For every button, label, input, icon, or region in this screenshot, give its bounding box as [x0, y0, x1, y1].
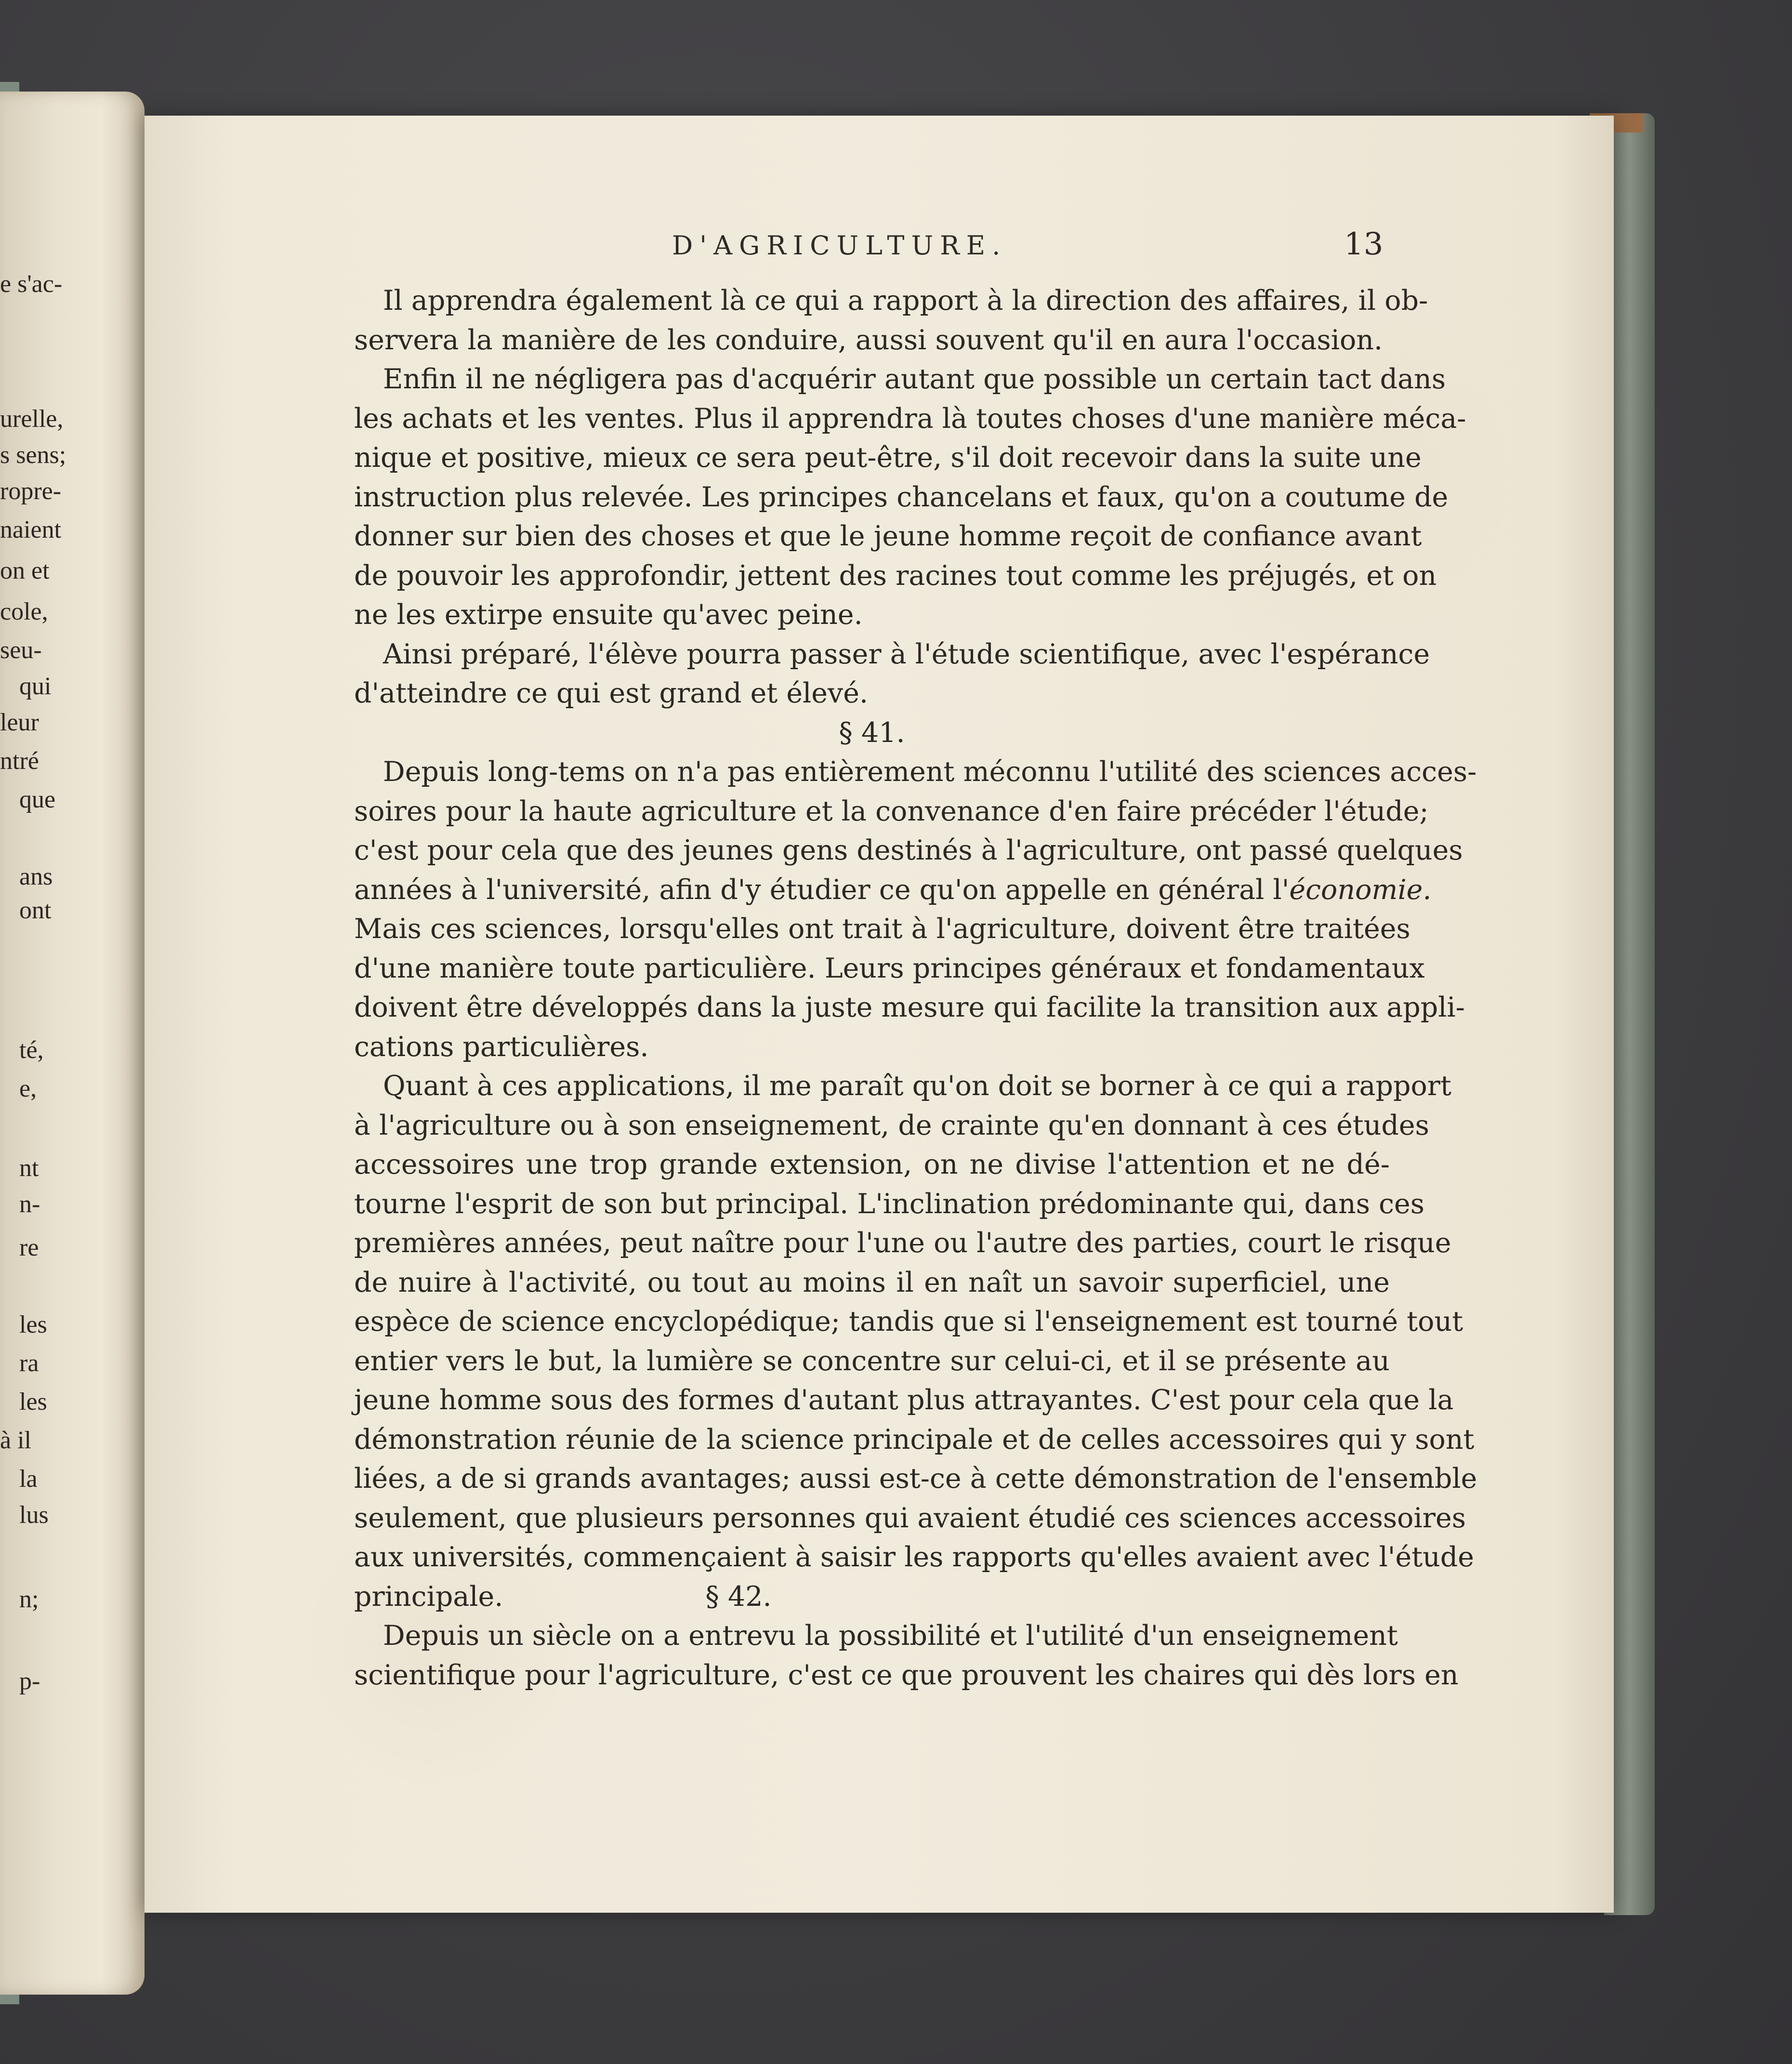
text-line: instruction plus relevée. Les principes chancelans et faux, qu'on a coutume de	[354, 481, 1449, 513]
text-line: ne les extirpe ensuite qu'avec peine.	[354, 599, 863, 631]
left-page-fragment: urelle,	[0, 405, 64, 433]
text-line: servera la manière de les conduire, aussi souvent qu'il en aura l'occasion.	[354, 324, 1383, 356]
body-text	[354, 281, 1477, 1695]
text-line: d'atteindre ce qui est grand et élevé.	[354, 677, 869, 709]
left-page-fragment: leur	[0, 709, 39, 736]
left-page-fragment: n;	[19, 1586, 39, 1613]
left-page-fragment: à il	[0, 1427, 31, 1454]
left-page-fragment: on et	[0, 557, 50, 584]
text-line: Depuis un siècle on a entrevu la possibilité et l'utilité d'un enseignement	[383, 1620, 1398, 1652]
text-line: Ainsi préparé, l'élève pourra passer à l'étude scientifique, avec l'espérance	[383, 638, 1430, 670]
text-line: Enfin il ne négligera pas d'acquérir autant que possible un certain tact dans	[383, 363, 1446, 395]
left-page-fragment: ntré	[0, 747, 39, 775]
left-page-fragment: la	[19, 1465, 38, 1493]
section-heading: § 42.	[705, 1580, 772, 1613]
text-line: jeune homme sous des formes d'autant plus attrayantes. C'est pour cela que la	[354, 1384, 1454, 1416]
left-page-fragment: té,	[19, 1036, 44, 1064]
text-segment: années à l'université, afin d'y étudier ce qu'on appelle en général l'	[354, 873, 1290, 906]
left-page-fragment: que	[19, 786, 56, 813]
left-page-fragment: seu-	[0, 636, 42, 664]
page-number: 13	[1344, 226, 1384, 262]
text-line: nique et positive, mieux ce sera peut-être, s'il doit recevoir dans la suite une	[354, 442, 1422, 474]
left-page	[0, 92, 145, 1995]
text-line: soires pour la haute agriculture et la convenance d'en faire précéder l'étude;	[354, 795, 1429, 827]
left-page-fragment: e,	[19, 1075, 37, 1102]
left-page-fragment: ropre-	[0, 477, 62, 505]
text-line: démonstration réunie de la science principale et de celles accessoires qui y sont	[354, 1423, 1475, 1455]
left-page-fragment: les	[19, 1311, 47, 1338]
text-line: espèce de science encyclopédique; tandis que si l'enseignement est tourné tout	[354, 1306, 1463, 1337]
text-line: aux universités, commençaient à saisir les rapports qu'elles avaient avec l'étude	[354, 1541, 1475, 1573]
italic-term: économie.	[1289, 873, 1432, 906]
text-line: à l'agriculture ou à son enseignement, de crainte qu'en donnant à ces études	[354, 1109, 1429, 1141]
left-page-fragment: re	[19, 1234, 39, 1261]
text-line: Il apprendra également là ce qui a rapport à la direction des affaires, il ob-	[383, 285, 1428, 317]
text-line: c'est pour cela que des jeunes gens destinés à l'agriculture, ont passé quelques	[354, 834, 1463, 866]
left-page-fragment: p-	[19, 1667, 40, 1695]
left-page-fragment: s sens;	[0, 441, 66, 469]
text-line: cations particulières.	[354, 1031, 649, 1063]
left-page-fragment: e s'ac-	[0, 270, 63, 298]
text-line: d'une manière toute particulière. Leurs principes généraux et fondamentaux	[354, 952, 1425, 984]
text-line: tourne l'esprit de son but principal. L'inclination prédominante qui, dans ces	[354, 1188, 1424, 1220]
text-line: Depuis long-tems on n'a pas entièrement méconnu l'utilité des sciences acces-	[383, 756, 1477, 788]
left-page-fragment: nt	[19, 1154, 39, 1182]
text-line: liées, a de si grands avantages; aussi est-ce à cette démonstration de l'ensemble	[354, 1463, 1477, 1495]
text-line	[354, 871, 1432, 910]
left-page-fragment: qui	[19, 673, 52, 700]
text-line: de pouvoir les approfondir, jettent des racines tout comme les préjugés, et on	[354, 559, 1437, 592]
text-line: donner sur bien des choses et que le jeune homme reçoit de confiance avant	[354, 520, 1422, 552]
text-line: seulement, que plusieurs personnes qui avaient étudié ces sciences accessoires	[354, 1502, 1466, 1534]
left-page-fragment: ont	[19, 897, 52, 924]
left-page-fragment: cole,	[0, 598, 48, 625]
left-page-fragment: ans	[19, 863, 53, 890]
running-head: D'AGRICULTURE.	[672, 230, 1007, 261]
left-page-fragment: naient	[0, 516, 62, 543]
section-heading: § 41.	[839, 716, 905, 749]
text-line: Mais ces sciences, lorsqu'elles ont trait à l'agriculture, doivent être traitées	[354, 913, 1410, 945]
text-line: premières années, peut naître pour l'une ou l'autre des parties, court le risque	[354, 1227, 1451, 1259]
text-line: accessoires une trop grande extension, on ne divise l'attention et ne dé-	[354, 1149, 1390, 1180]
left-page-fragment: les	[19, 1388, 47, 1416]
text-line: entier vers le but, la lumière se concentre sur celui-ci, et il se présente au	[354, 1345, 1390, 1377]
text-line: Quant à ces applications, il me paraît qu'on doit se borner à ce qui a rapport	[383, 1070, 1451, 1102]
text-line: les achats et les ventes. Plus il apprendra là toutes choses d'une manière méca-	[354, 402, 1466, 435]
left-page-fragment: lus	[19, 1501, 49, 1529]
left-page-fragment: n-	[19, 1191, 40, 1218]
left-page-fragment: ra	[19, 1350, 39, 1377]
text-line	[354, 1577, 1390, 1617]
text-segment: principale.	[354, 1580, 503, 1613]
text-line: scientifique pour l'agriculture, c'est ce que prouvent les chaires qui dès lors en	[354, 1659, 1459, 1691]
text-line: de nuire à l'activité, ou tout au moins il en naît un savoir superficiel, une	[354, 1266, 1390, 1298]
text-line: doivent être développés dans la juste mesure qui facilite la transition aux appli-	[354, 992, 1465, 1023]
